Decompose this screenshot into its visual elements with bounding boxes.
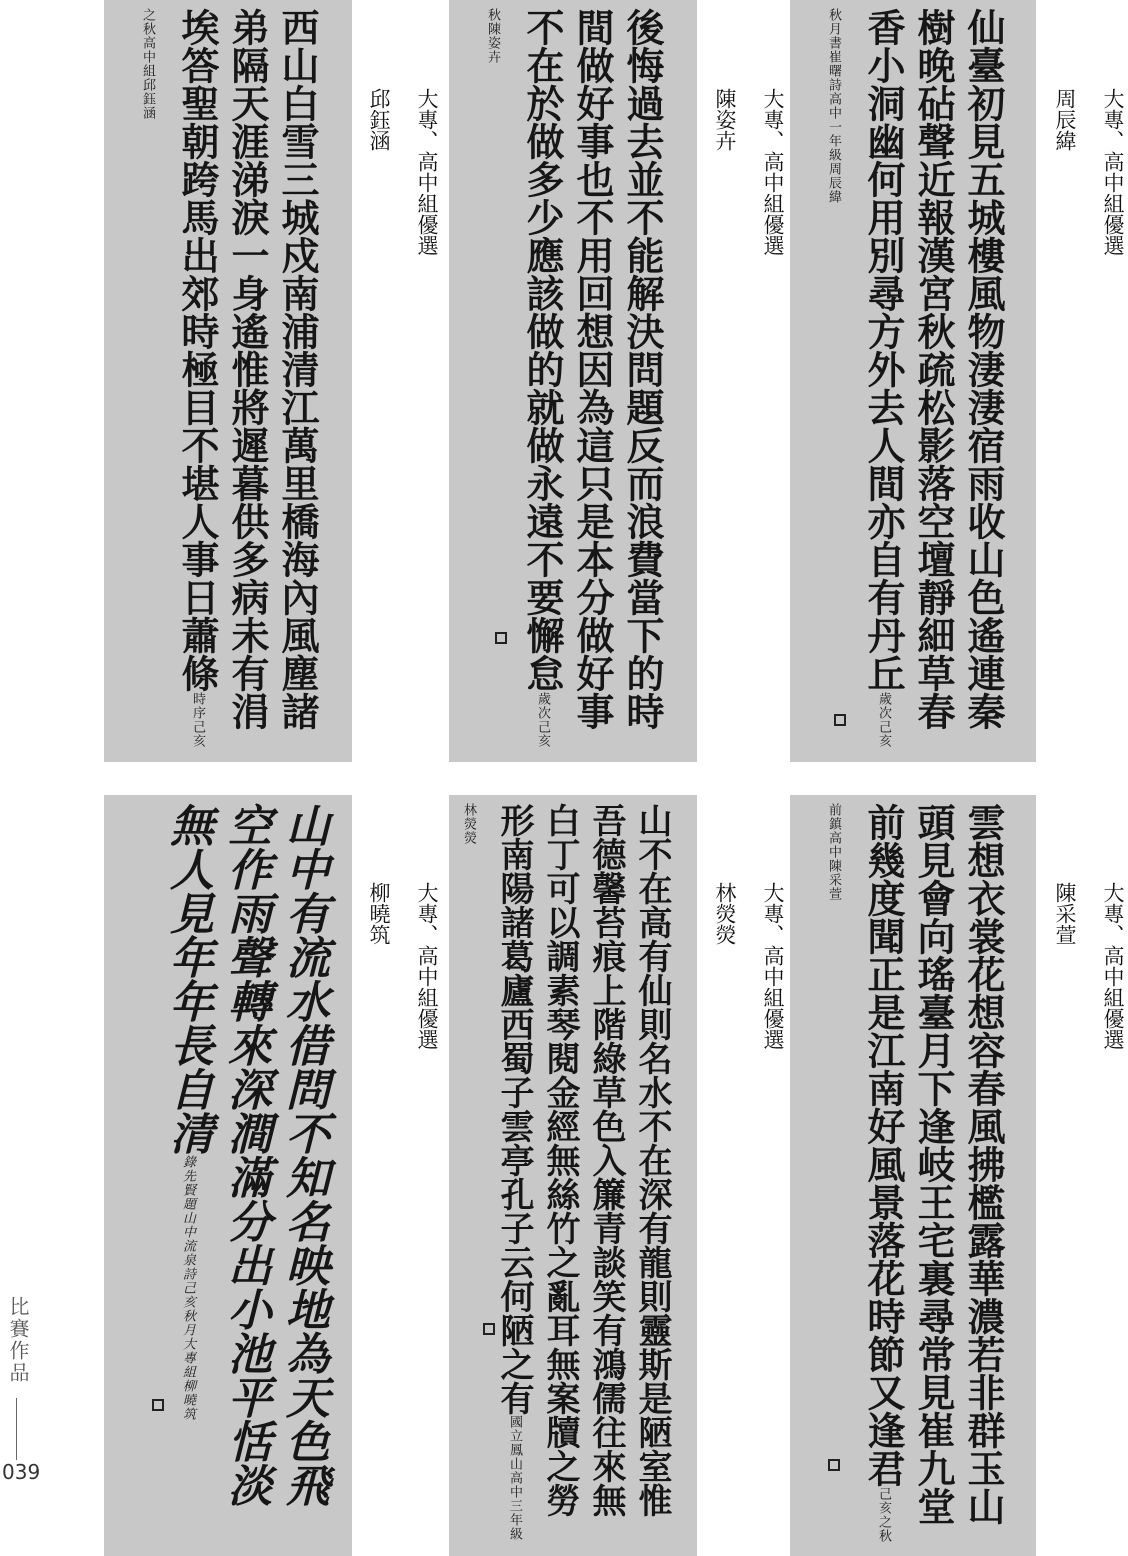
work-signature: 歲次己亥秋月書崔曙詩高中一年級周辰緯 (826, 8, 891, 748)
seal-stamp (834, 714, 846, 726)
work-caption (364, 882, 442, 1050)
work-caption (1050, 882, 1128, 1050)
seal-stamp (495, 632, 507, 644)
work-text: 山不在高有仙則名水不在深有龍則靈斯是陋室惟吾德馨苔痕上階綠草色入簾青談笑有鴻儒往來無白丁可以調素琴閱金經無絲竹之亂耳無案牘之勞形南陽諸葛廬西蜀子雲亭孔子云何陋之有 (494, 803, 672, 1517)
work-text: 西山白雪三城戍南浦清江萬里橋海內風塵諸弟隔天涯涕淚一身遙惟將遲暮供多病未有涓埃答聖朝跨馬出郊時極目不堪人事日蕭條 (175, 8, 320, 730)
work-text: 雲想衣裳花想容春風拂檻露華濃若非群玉山頭見會向瑤臺月下逢岐王宅裏尋常見崔九堂前幾度聞正是江南好風景落花時節又逢君 (861, 803, 1006, 1525)
author-name: 陳姿卉 (713, 88, 737, 151)
seal-stamp (152, 1399, 164, 1411)
page-number: 039 (2, 1460, 41, 1484)
author-name: 周辰緯 (1053, 88, 1077, 151)
seal-stamp (828, 1459, 840, 1471)
award-label: 大專、高中組優選 (761, 882, 785, 1050)
author-name: 陳采萱 (1053, 882, 1077, 945)
calligraphy-work-4 (790, 795, 1036, 1556)
author-name: 柳曉筑 (367, 882, 391, 945)
award-label: 大專、高中組優選 (761, 88, 785, 256)
calligraphy-work-6 (104, 795, 352, 1556)
work-text: 仙臺初見五城樓風物淒淒宿雨收山色遙連秦樹晚砧聲近報漢宮秋疏松影落空壇靜細草春香小洞幽何用別尋方外去人間亦自有丹丘 (861, 8, 1006, 730)
award-label: 大專、高中組優選 (1101, 882, 1125, 1050)
award-label: 大專、高中組優選 (1101, 88, 1125, 256)
section-divider (16, 1398, 17, 1460)
calligraphy-work-1 (790, 0, 1036, 762)
calligraphy-work-5 (449, 795, 697, 1556)
work-caption (710, 882, 788, 1050)
section-label: 比賽作品 (6, 1296, 30, 1384)
work-signature: 國立鳳山高中三年級林熒熒 (461, 803, 522, 1541)
calligraphy-work-3 (104, 0, 352, 762)
work-signature: 己亥之秋前鎮高中陳采萱 (826, 803, 891, 1543)
author-name: 林熒熒 (713, 882, 737, 945)
calligraphy-work-2 (449, 0, 697, 762)
award-label: 大專、高中組優選 (415, 88, 439, 256)
seal-stamp (483, 1323, 495, 1335)
work-caption (710, 88, 788, 256)
work-text: 山中有流水借問不知名映地為天色飛空作雨聲轉來深澗滿分出小池平恬淡無人見年年長自清 (162, 803, 329, 1507)
author-name: 邱鈺涵 (367, 88, 391, 151)
work-signature: 時序己亥之秋高中組邱鈺涵 (140, 8, 205, 748)
award-label: 大專、高中組優選 (415, 882, 439, 1050)
work-signature: 歲次己亥秋陳姿卉 (485, 8, 550, 748)
work-text: 後悔過去並不能解決問題反而浪費當下的時間做好事也不用回想因為這只是本分做好事不在於做多少應該做的就做永遠不要懈怠 (520, 8, 665, 730)
work-caption (1050, 88, 1128, 256)
work-signature: 錄先賢題山中流泉詩己亥秋月大專組柳曉筑 (180, 1155, 195, 1421)
work-caption (364, 88, 442, 256)
